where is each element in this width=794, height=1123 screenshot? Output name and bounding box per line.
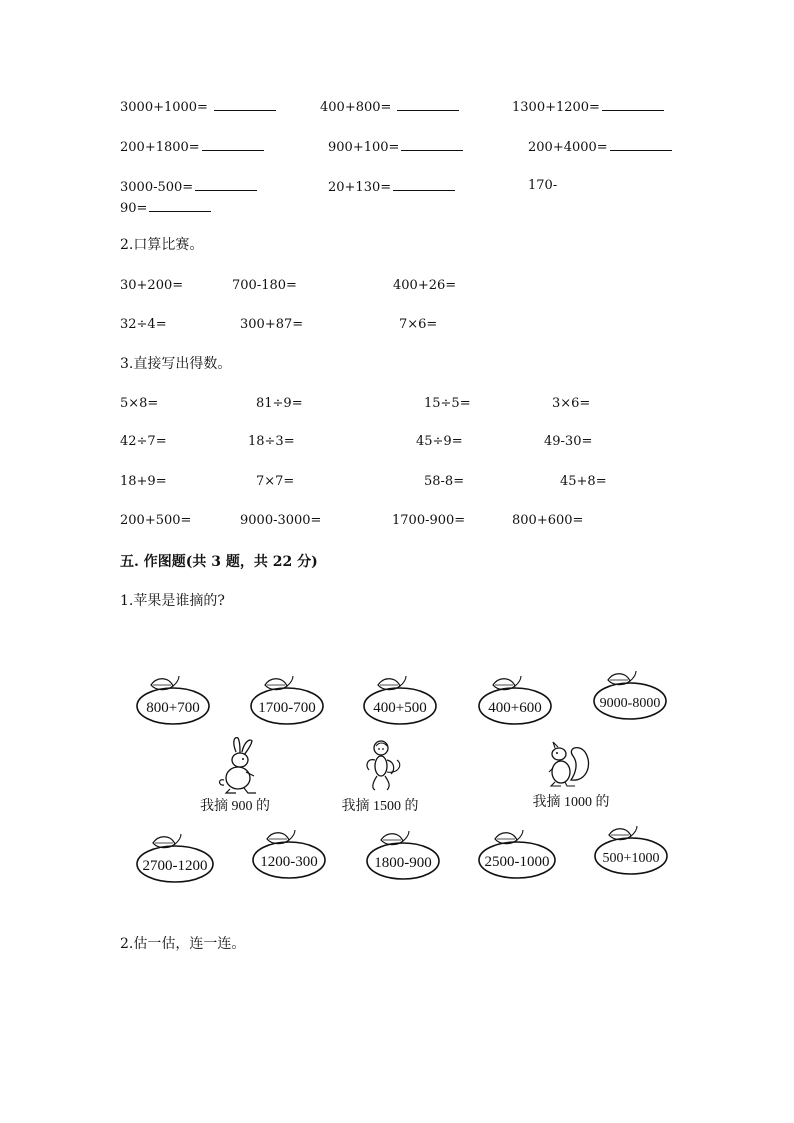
answer-blank[interactable] bbox=[610, 138, 672, 151]
direct-expr: 81÷9= bbox=[256, 396, 303, 411]
apple-expression: 400+600 bbox=[488, 700, 542, 716]
expr-2-3: 200+4000= bbox=[528, 138, 672, 156]
apple-expression: 2700-1200 bbox=[142, 858, 208, 874]
question-2-title: 2.估一估，连一连。 bbox=[120, 936, 246, 952]
direct-expr: 9000-3000= bbox=[240, 513, 322, 528]
apple-expression: 800+700 bbox=[146, 700, 200, 716]
squirrel-caption: 我摘 1000 的 bbox=[532, 795, 610, 810]
question-1-title: 1.苹果是谁摘的? bbox=[120, 593, 225, 609]
direct-expr: 200+500= bbox=[120, 513, 192, 528]
rabbit-caption: 我摘 900 的 bbox=[200, 799, 270, 814]
expr-3-1: 3000-500= bbox=[120, 178, 257, 196]
oral-expr: 30+200= bbox=[120, 278, 184, 293]
monkey-caption: 我摘 1500 的 bbox=[341, 799, 419, 814]
direct-expr: 58-8= bbox=[424, 474, 465, 489]
direct-expr: 49-30= bbox=[544, 434, 593, 449]
direct-expr: 3×6= bbox=[552, 396, 591, 411]
direct-expr: 18÷3= bbox=[248, 434, 295, 449]
oral-expr: 300+87= bbox=[240, 317, 304, 332]
direct-expr: 5×8= bbox=[120, 396, 159, 411]
oral-expr: 400+26= bbox=[393, 278, 457, 293]
apple-bottom-1[interactable] bbox=[137, 834, 213, 882]
answer-blank[interactable] bbox=[214, 98, 276, 111]
oral-expr: 32÷4= bbox=[120, 317, 167, 332]
answer-blank[interactable] bbox=[195, 178, 257, 191]
direct-expr: 15÷5= bbox=[424, 396, 471, 411]
direct-expr: 800+600= bbox=[512, 513, 584, 528]
expr-3-2: 20+130= bbox=[328, 178, 455, 196]
apple-bottom-4[interactable] bbox=[479, 830, 555, 878]
apple-expression: 500+1000 bbox=[602, 851, 660, 866]
apple-expression: 1200-300 bbox=[260, 854, 318, 870]
monkey-icon[interactable] bbox=[367, 741, 400, 790]
apple-expression: 9000-8000 bbox=[599, 696, 661, 711]
section-2-title: 2.口算比赛。 bbox=[120, 237, 204, 253]
expr-1-1: 3000+1000= bbox=[120, 98, 276, 116]
expr-2-1: 200+1800= bbox=[120, 138, 264, 156]
apple-top-1[interactable] bbox=[137, 676, 209, 724]
apple-expression: 2500-1000 bbox=[484, 854, 550, 870]
expr-1-3: 1300+1200= bbox=[512, 98, 664, 116]
expr-3-3-wrap: 90= bbox=[120, 199, 211, 217]
answer-blank[interactable] bbox=[602, 98, 664, 111]
part-5-heading: 五. 作图题(共 3 题，共 22 分) bbox=[120, 554, 318, 570]
apple-bottom-3[interactable] bbox=[367, 831, 439, 879]
expr-2-2: 900+100= bbox=[328, 138, 463, 156]
direct-expr: 45+8= bbox=[560, 474, 607, 489]
direct-expr: 18+9= bbox=[120, 474, 167, 489]
answer-blank[interactable] bbox=[393, 178, 455, 191]
squirrel-icon[interactable] bbox=[549, 742, 589, 786]
expr-1-2: 400+800= bbox=[320, 98, 459, 116]
apple-top-4[interactable] bbox=[479, 676, 551, 724]
expr-3-3: 170- bbox=[528, 178, 558, 193]
apple-expression: 1700-700 bbox=[258, 700, 316, 716]
answer-blank[interactable] bbox=[149, 199, 211, 212]
direct-expr: 45÷9= bbox=[416, 434, 463, 449]
direct-expr: 42÷7= bbox=[120, 434, 167, 449]
apple-expression: 1800-900 bbox=[374, 855, 432, 871]
answer-blank[interactable] bbox=[397, 98, 459, 111]
apple-top-5[interactable] bbox=[594, 671, 666, 719]
apple-bottom-5[interactable] bbox=[595, 826, 667, 874]
oral-expr: 700-180= bbox=[232, 278, 297, 293]
direct-expr: 1700-900= bbox=[392, 513, 466, 528]
section-3-title: 3.直接写出得数。 bbox=[120, 356, 232, 372]
direct-expr: 7×7= bbox=[256, 474, 295, 489]
apple-picking-figure bbox=[125, 668, 685, 928]
rabbit-icon[interactable] bbox=[220, 738, 257, 793]
apple-top-3[interactable] bbox=[364, 676, 436, 724]
oral-expr: 7×6= bbox=[399, 317, 438, 332]
apple-bottom-2[interactable] bbox=[253, 830, 325, 878]
answer-blank[interactable] bbox=[401, 138, 463, 151]
apple-top-2[interactable] bbox=[251, 676, 323, 724]
apple-expression: 400+500 bbox=[373, 700, 427, 716]
answer-blank[interactable] bbox=[202, 138, 264, 151]
